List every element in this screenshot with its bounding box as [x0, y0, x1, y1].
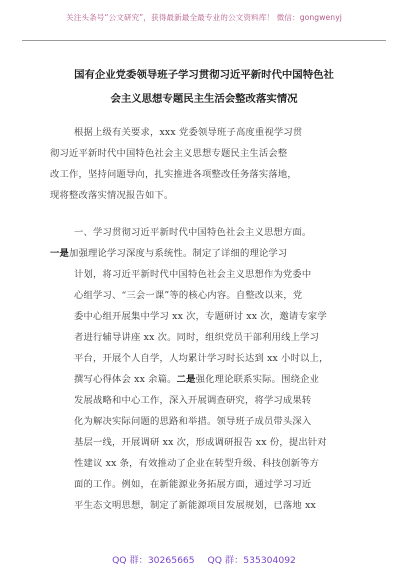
header-note: 关注头条号“公文研究”，获得最新最全最专业的公文资料库！ 微信：gongwenyj	[66, 13, 342, 22]
body-line: 委中心组开展集中学习 xx 次，专题研讨 xx 次，邀请专家学	[74, 311, 327, 322]
body-line: 化为解决实际问题的思路和举措。领导班子成员带头深入	[74, 416, 312, 427]
body-line: 发展战略和中心工作，深入开展调查研究，将学习成果转	[74, 395, 312, 406]
document-title-line-2: 会主义思想专题民主生活会整改落实情况	[110, 93, 298, 105]
bold-lead: 二是	[176, 374, 196, 385]
section-heading: 一、学习贯彻习近平新时代中国特色社会主义思想方面。	[74, 227, 312, 238]
body-line: 者进行辅导讲座 xx 次。同时，组织党员干部利用线上学习	[74, 332, 320, 343]
body-line: 面的工作。例如，在新能源业务拓展方面，通过学习习近	[74, 479, 312, 490]
body-line: 平生态文明思想，制定了新能源项目发展规划，已落地 xx	[74, 500, 316, 511]
body-line: 现将整改落实情况报告如下。	[50, 190, 174, 201]
body-line: 彻习近平新时代中国特色社会主义思想专题民主生活会整	[50, 148, 288, 159]
body-line: 心组学习、“三会一课”等的核心内容。自整改以来，党	[74, 290, 303, 301]
body-line: 一是加强理论学习深度与系统性。制定了详细的理论学习	[50, 248, 288, 259]
document-title-line-1: 国有企业党委领导班子学习贯彻习近平新时代中国特色社	[74, 69, 334, 81]
footer-qq-group-1: QQ 群：30265665	[112, 555, 195, 566]
footer-contacts	[0, 552, 408, 566]
body-line: 改工作，坚持问题导向，扎实推进各项整改任务落实落地，	[50, 169, 297, 180]
header-divider	[22, 40, 386, 41]
body-line: 性建议 xx 条，有效推动了企业在转型升级、科技创新等方	[74, 458, 320, 469]
body-line: 计划，将习近平新时代中国特色社会主义思想作为党委中	[74, 269, 312, 280]
body-line: 基层一线，开展调研 xx 次，形成调研报告 xx 份，提出针对	[74, 437, 327, 448]
body-line: 平台，开展个人自学，人均累计学习时长达到 xx 小时以上，	[74, 353, 329, 364]
bold-lead: 一是	[50, 248, 69, 259]
body-line: 撰写心得体会 xx 余篇。二是强化理论联系实际。围绕企业	[74, 374, 320, 385]
footer-qq-group-2: QQ 群：535304092	[207, 555, 296, 566]
body-line: 根据上级有关要求，xxx 党委领导班子高度重视学习贯	[74, 127, 303, 138]
